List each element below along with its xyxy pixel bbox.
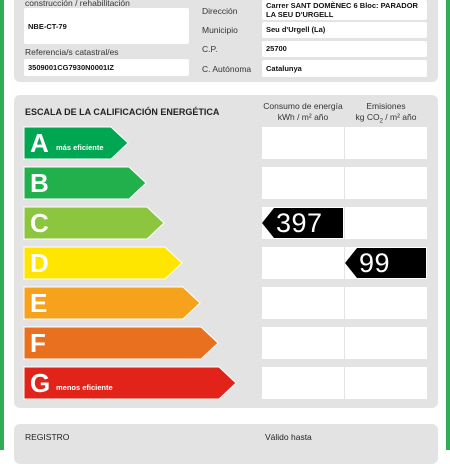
- rating-letter-e: E: [30, 288, 48, 318]
- rating-bar-b: [24, 167, 147, 199]
- consumption-header-line1: Consumo de energía: [263, 101, 343, 111]
- consumption-cell-d: [262, 247, 344, 279]
- rating-bar-c: [24, 207, 165, 239]
- emissions-cell-e: [345, 287, 427, 319]
- address-label: Dirección: [202, 6, 238, 16]
- address-value: Carrer SANT DOMÈNEC 6 Bloc: PARADOR LA SEU D'URGELL: [262, 0, 427, 20]
- rating-bar-g: [24, 367, 237, 399]
- consumption-cell-g: [262, 367, 344, 399]
- construction-label: construcción / rehabilitación: [25, 0, 130, 8]
- valid-until-label: Válido hasta: [265, 432, 312, 442]
- consumption-value: 397: [276, 208, 323, 238]
- rating-bar-d: [24, 247, 183, 279]
- region-value: Catalunya: [262, 60, 427, 77]
- emissions-cell-g: [345, 367, 427, 399]
- consumption-header: [262, 101, 344, 123]
- cadastral-label: Referencia/s catastral/es: [25, 47, 119, 57]
- rating-letter-g: G: [30, 368, 51, 398]
- rating-tag-g: menos eficiente: [56, 383, 113, 392]
- emissions-cell-c: [345, 207, 427, 239]
- emissions-cell-f: [345, 327, 427, 359]
- consumption-header-line2: kWh / m² año: [277, 112, 329, 122]
- emissions-header: [345, 101, 427, 128]
- rating-letter-a: A: [30, 128, 49, 158]
- consumption-cell-f: [262, 327, 344, 359]
- rating-letter-d: D: [30, 248, 49, 278]
- emissions-header-line2: kg $CO_2 / m^2$ año: [355, 112, 417, 125]
- construction-value: NBE-CT-79: [24, 8, 189, 44]
- consumption-cell-b: [262, 167, 344, 199]
- municipality-label: Municipio: [202, 25, 238, 35]
- registry-panel: [14, 424, 438, 464]
- consumption-indicator: [262, 208, 343, 238]
- emissions-cell-b: [345, 167, 427, 199]
- consumption-cell-a: [262, 127, 344, 159]
- rating-bar-a: [24, 127, 129, 159]
- emissions-value: 99: [359, 248, 391, 278]
- rating-bar-f: [24, 327, 219, 359]
- rating-arrow-f: [24, 327, 218, 359]
- rating-letter-c: C: [30, 208, 49, 238]
- rating-letter-f: F: [30, 328, 46, 358]
- rating-arrow-e: [24, 287, 200, 319]
- rating-bar-e: [24, 287, 201, 319]
- municipality-value: Seu d'Urgell (La): [262, 22, 427, 38]
- region-label: C. Autónoma: [202, 64, 252, 74]
- postal-value: 25700: [262, 41, 427, 57]
- consumption-cell-e: [262, 287, 344, 319]
- emissions-header-line1: Emisiones: [366, 101, 406, 111]
- rating-tag-a: más eficiente: [56, 143, 104, 152]
- postal-label: C.P.: [202, 44, 218, 54]
- emissions-cell-a: [345, 127, 427, 159]
- cadastral-value: 3509001CG7930N0001IZ: [24, 59, 189, 76]
- scale-title: ESCALA DE LA CALIFICACIÓN ENERGÉTICA: [25, 107, 220, 117]
- rating-letter-b: B: [30, 168, 49, 198]
- emissions-indicator: [345, 248, 426, 278]
- registry-label: REGISTRO: [25, 432, 70, 442]
